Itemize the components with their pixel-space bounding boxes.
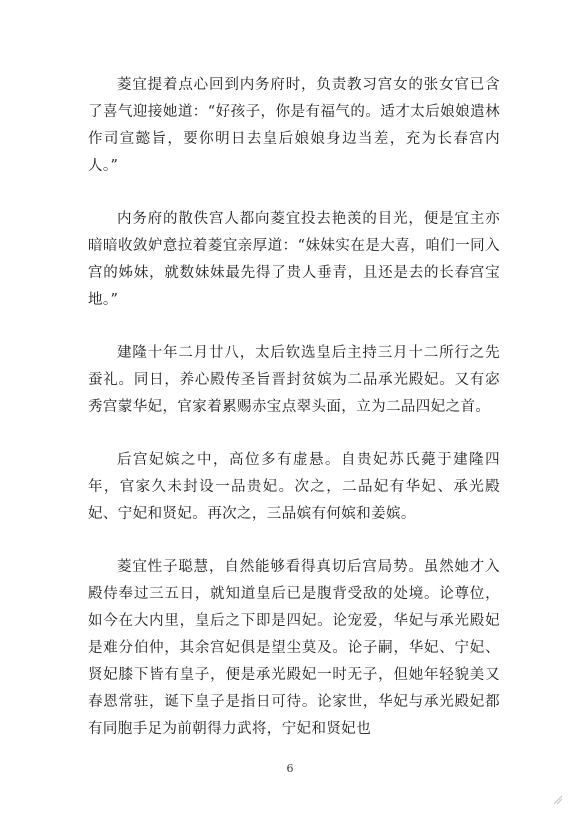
paragraph-4: 后宫妃嫔之中，高位多有虚悬。自贵妃苏氏薨于建隆四年，官家久未封设一品贵妃。次之，二品妃有华妃、承光殿妃、宁妃和贤妃。再次之，三品嫔有何嫔和姜嫔。 [88,452,500,522]
paragraph-3: 建隆十年二月廿八，太后钦选皇后主持三月十二所行之先蚕礼。同日，养心殿传圣旨晋封贫嫔为二品承光殿妃。又有宓秀宫蒙华妃，官家着累赐赤宝点翠头面，立为二品四妃之首。 [88,345,500,415]
corner-mark-icon [552,794,564,806]
body-text [88,72,500,769]
paragraph-5: 菱宜性子聪慧，自然能够看得真切后宫局势。虽然她才入殿侍奉过三五日，就知道皇后已是腹背受敌的处境。论尊位，如今在大内里，皇后之下即是四妃。论宠爱，华妃与承光殿妃是难分伯仲，其余宫妃俱是望尘莫及。论子嗣，华妃、宁妃、贤妃膝下皆有皇子，便是承光殿妃一时无子，但她年轻貌美又春恩常驻，诞下皇子是指日可待。论家世，华妃与承光殿妃都有同胞手足为前朝得力武将，宁妃和贤妃也 [88,559,500,737]
page-number: 6 [286,762,294,775]
paragraph-2: 内务府的散佚宫人都向菱宜投去艳羡的目光，便是宜主亦暗暗收敛妒意拉着菱宜亲厚道：“妹妹实在是大喜，咱们一同入宫的姊妹，就数妹妹最先得了贵人垂青，且还是去的长春宫宝地。” [88,211,500,308]
paragraph-1: 菱宜提着点心回到内务府时，负责教习宫女的张女官已含了喜气迎接她道：“好孩子，你是有福气的。适才太后娘娘遣林作司宣懿旨，要你明日去皇后娘娘身边当差，充为长春宫内人。” [88,77,500,174]
